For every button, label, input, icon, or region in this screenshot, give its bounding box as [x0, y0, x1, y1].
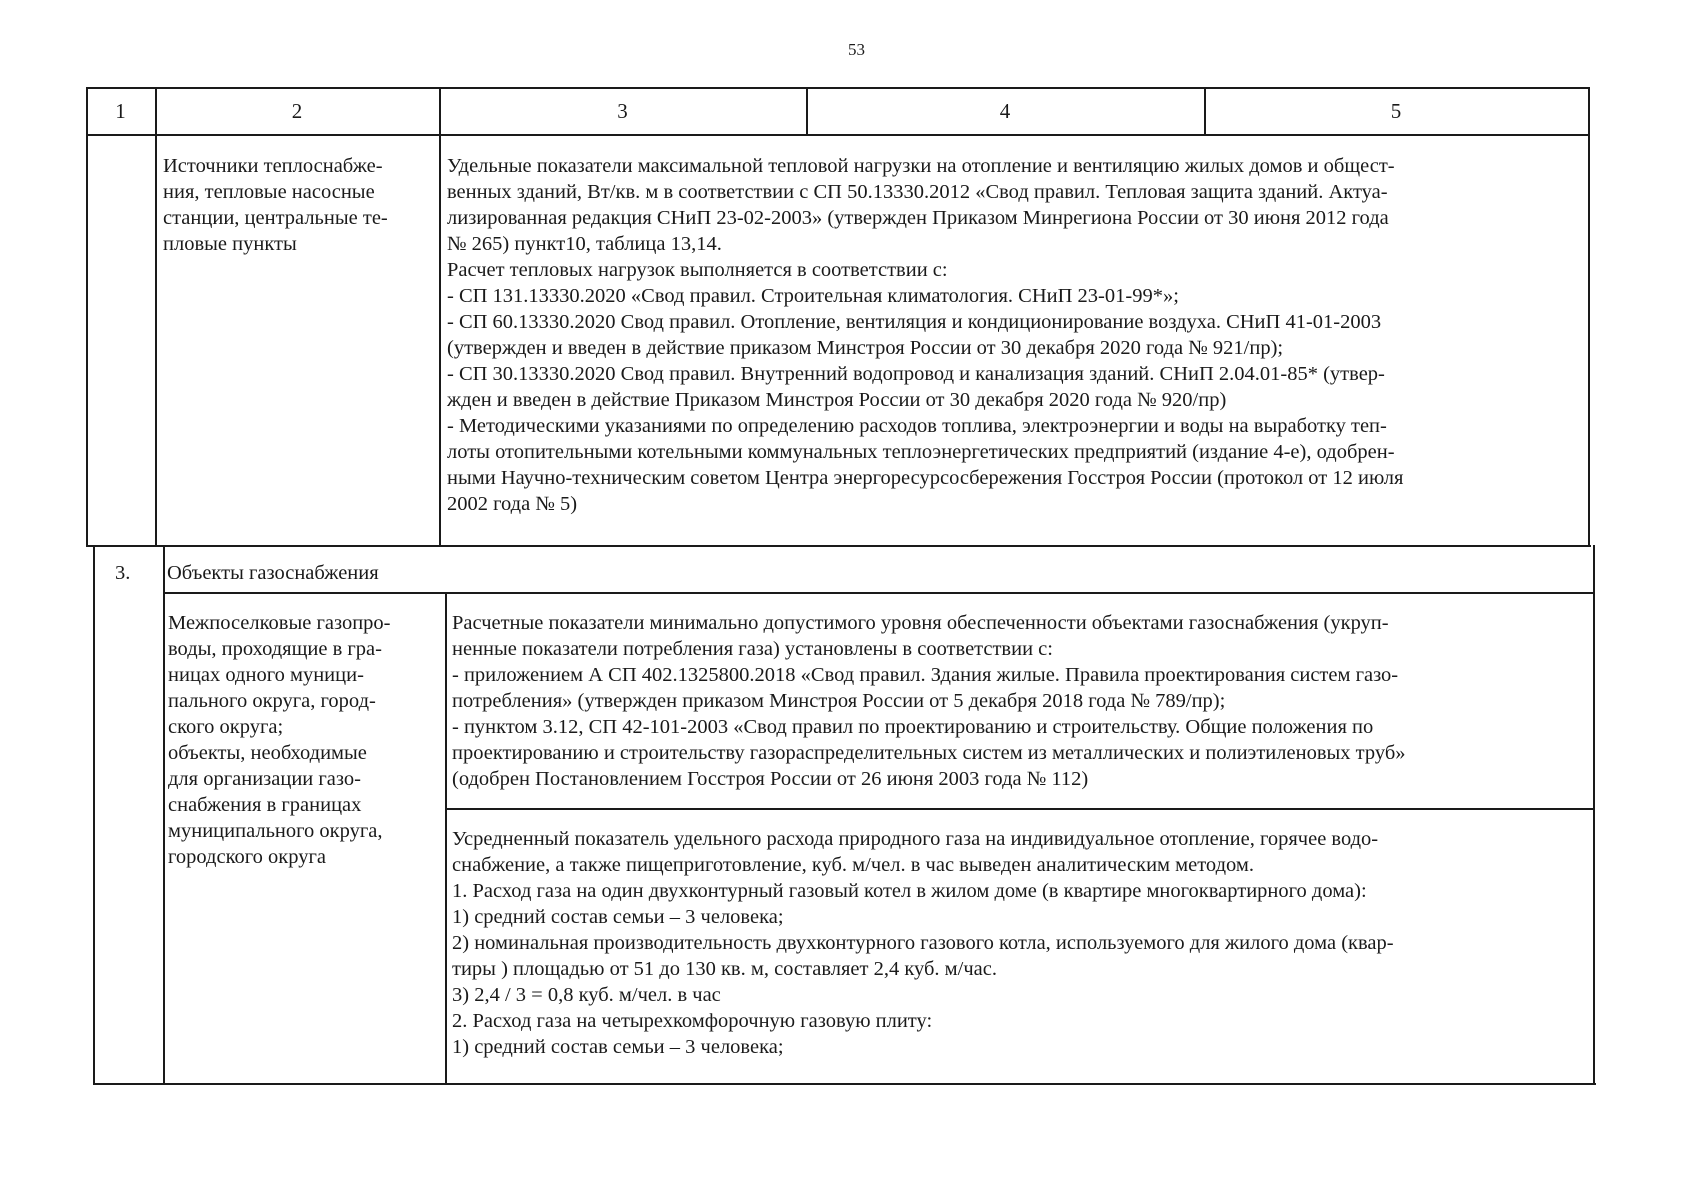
gas-text1-line: - приложением А СП 402.1325800.2018 «Свод правил. Здания жилые. Правила проектирования систем газо- [452, 664, 1399, 686]
header-col-2: 2 [291, 99, 303, 123]
table-border-left-lower [93, 545, 95, 1084]
gas-text2-line: 3) 2,4 / 3 = 0,8 куб. м/чел. в час [452, 984, 721, 1006]
col1-divider [155, 87, 157, 545]
gas-text2-line: 2) номинальная производительность двухконтурного газового котла, используемого для жилого дома (квар- [452, 932, 1394, 954]
gas-text2-line: 1) средний состав семьи – 3 человека; [452, 1036, 784, 1058]
heat-text-line: 2002 года № 5) [447, 493, 578, 515]
heat-indicators-cell [447, 153, 1403, 517]
gas-text1-line: Расчетные показатели минимально допустимого уровня обеспеченности объектами газоснабжения (укруп- [452, 612, 1389, 634]
heat-text-line: венных зданий, Вт/кв. м в соответствии с СП 50.13330.2012 «Свод правил. Тепловая защита зданий. Актуа- [447, 181, 1388, 203]
heat-text-line: № 265) пункт10, таблица 13,14. [447, 233, 722, 255]
col2-divider-lower [445, 592, 447, 1084]
heat-object-line: ния, тепловые насосные [163, 181, 375, 203]
gas-text1-line: (одобрен Постановлением Госстроя России от 26 июня 2003 года № 112) [452, 768, 1089, 790]
heat-object-line: пловые пункты [163, 233, 297, 255]
table-border-right [1588, 87, 1590, 545]
header-col-3: 3 [617, 99, 628, 123]
gas-object-line: ского округа; [168, 716, 284, 738]
heat-text-line: - СП 60.13330.2020 Свод правил. Отопление, вентиляция и кондиционирование воздуха. СНиП 41-01-2003 [447, 311, 1382, 333]
heat-text-line: Удельные показатели максимальной тепловой нагрузки на отопление и вентиляцию жилых домов и общест- [447, 155, 1395, 177]
heat-text-line: - Методическими указаниями по определению расходов топлива, электроэнергии и воды на выработку теп- [447, 415, 1387, 437]
gas-object-line: снабжения в границах [168, 794, 362, 816]
gas-text1-line: проектированию и строительству газораспределительных систем из металлических и полиэтиленовых труб» [452, 742, 1406, 764]
gas-average-cell [452, 826, 1394, 1060]
col1-divider-lower [163, 545, 165, 1084]
heat-object-line: Источники теплоснабже- [163, 155, 383, 177]
gas-section-divider [163, 592, 1593, 594]
heat-object-line: станции, центральные те- [163, 207, 388, 229]
table-border-right-lower [1593, 545, 1595, 1084]
heat-text-line: (утвержден и введен в действие приказом Минстроя России от 30 декабря 2020 года № 921/пр); [447, 337, 1284, 359]
heat-text-line: Расчет тепловых нагрузок выполняется в соответствии с: [447, 259, 948, 281]
gas-text2-line: 1. Расход газа на один двухконтурный газовый котел в жилом доме (в квартире многоквартирного дома): [452, 880, 1367, 902]
header-col-5: 5 [1390, 99, 1402, 123]
heat-row-bottom [86, 545, 1591, 547]
gas-object-line: для организации газо- [168, 768, 361, 790]
gas-text2-line: снабжение, а также пищеприготовление, куб. м/чел. в час выведен аналитическим методом. [452, 854, 1254, 876]
gas-object-line: пального округа, город- [168, 690, 376, 712]
heat-text-line: ными Научно-техническим советом Центра энергоресурсосбережения Госстроя России (протокол от 12 июля [447, 467, 1404, 489]
table-border-left [86, 87, 88, 545]
heat-text-line: жден и введен в действие Приказом Минстроя России от 30 декабря 2020 года № 920/пр) [447, 389, 1227, 411]
gas-section-title: Объекты газоснабжения [167, 562, 379, 584]
heat-text-line: - СП 30.13330.2020 Свод правил. Внутренний водопровод и канализация зданий. СНиП 2.04.01-85* (утвер- [447, 363, 1385, 385]
gas-indicators-cell [452, 610, 1406, 792]
header-col-1: 1 [115, 99, 126, 123]
col2-divider-upper [439, 87, 441, 545]
header-row-divider [86, 134, 1589, 136]
heat-text-line: лизированная редакция СНиП 23-02-2003» (утвержден Приказом Минрегиона России от 30 июня 2012 года [447, 207, 1389, 229]
gas-text-divider [445, 808, 1594, 810]
gas-object-line: объекты, необходимые [168, 742, 367, 764]
gas-section-number: 3. [115, 562, 131, 584]
gas-object-line: муниципального округа, [168, 820, 383, 842]
gas-object-cell [168, 610, 391, 870]
table-border-bottom [93, 1083, 1596, 1085]
page-number: 53 [848, 40, 865, 59]
heat-text-line: - СП 131.13330.2020 «Свод правил. Строительная климатология. СНиП 23-01-99*»; [447, 285, 1179, 307]
gas-text2-line: тиры ) площадью от 51 до 130 кв. м, составляет 2,4 куб. м/час. [452, 958, 997, 980]
table-border-top [86, 87, 1589, 89]
gas-text1-line: ненные показатели потребления газа) установлены в соответствии с: [452, 638, 1053, 660]
heat-text-line: лоты отопительными котельными коммунальных теплоэнергетических предприятий (издание 4-е), одобрен- [447, 441, 1395, 463]
gas-object-line: Межпоселковые газопро- [168, 612, 391, 634]
gas-text1-line: потребления» (утвержден приказом Минстроя России от 5 декабря 2018 года № 789/пр); [452, 690, 1226, 712]
heat-object-cell [163, 153, 388, 257]
gas-text2-line: Усредненный показатель удельного расхода природного газа на индивидуальное отопление, горячее водо- [452, 828, 1379, 850]
gas-text1-line: - пунктом 3.12, СП 42-101-2003 «Свод правил по проектированию и строительству. Общие положения по [452, 716, 1374, 738]
gas-text2-line: 1) средний состав семьи – 3 человека; [452, 906, 784, 928]
gas-object-line: ницах одного муници- [168, 664, 364, 686]
gas-object-line: воды, проходящие в гра- [168, 638, 382, 660]
header-col-4: 4 [999, 99, 1011, 123]
gas-text2-line: 2. Расход газа на четырехкомфорочную газовую плиту: [452, 1010, 933, 1032]
gas-object-line: городского округа [168, 846, 326, 868]
